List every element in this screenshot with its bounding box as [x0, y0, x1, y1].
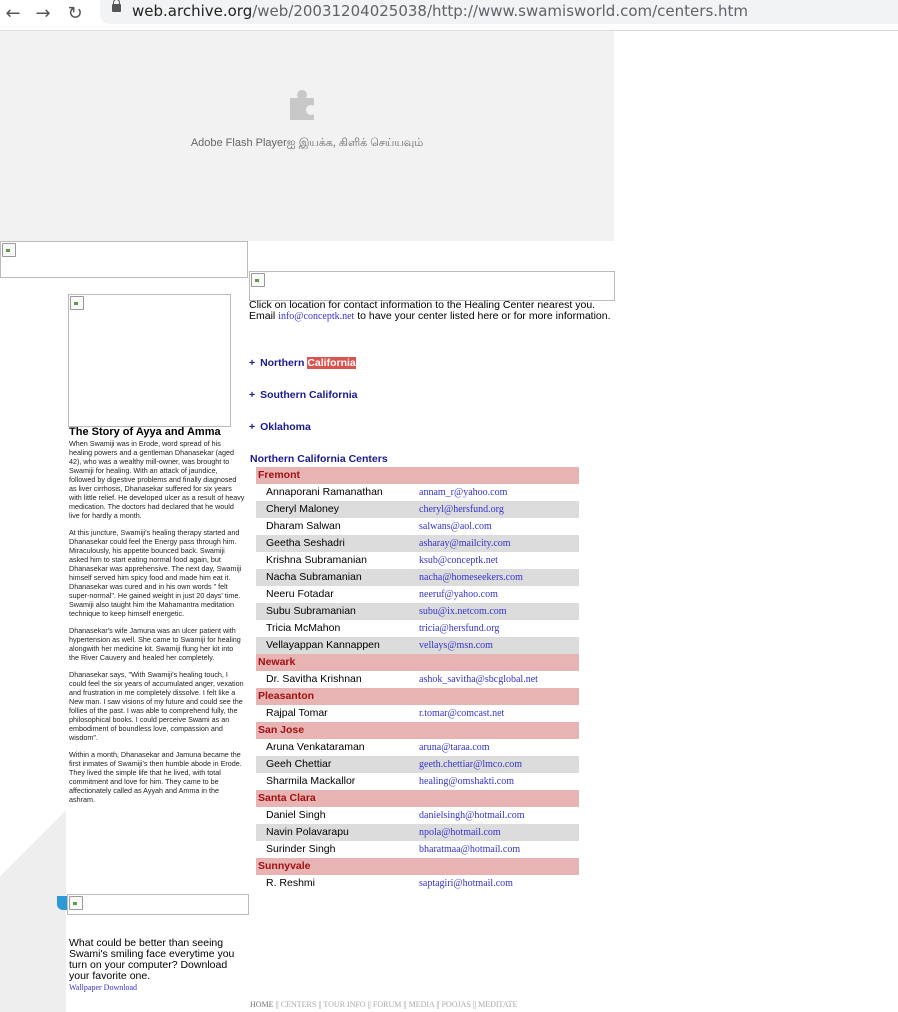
contact-name: Nacha Subramanian — [266, 571, 362, 583]
story-paragraph: Within a month, Dhanasekar and Jamuna became the first inmates of Swamiji's then humble abode in Erode. They lived the simple life that he lived, with total commitment and love for him. They came to be affectionately called as Ayyah and Amma in the ashram. — [69, 750, 242, 804]
footer-separator: || — [434, 1000, 442, 1009]
contact-name: Dr. Savitha Krishnan — [266, 673, 362, 685]
contact-name: Subu Subramanian — [266, 605, 356, 617]
contact-name: Tricia McMahon — [266, 622, 341, 634]
intro-line: Click on location for contact information to the Healing Center nearest you. — [249, 299, 596, 311]
centers-section-title: Northern California Centers — [250, 453, 388, 465]
contact-email-link[interactable]: ashok_savitha@sbcglobal.net — [419, 674, 538, 685]
expand-plus-icon: + — [249, 357, 256, 369]
contact-email-link[interactable]: healing@omshakti.com — [419, 776, 515, 787]
footer-link-centers[interactable]: CENTERS — [280, 1000, 317, 1009]
contact-email-link[interactable]: subu@ix.netcom.com — [419, 606, 507, 617]
lock-icon — [112, 4, 121, 12]
broken-image-icon — [70, 296, 84, 310]
plugin-puzzle-icon — [286, 88, 320, 122]
contact-name: Annaporani Ramanathan — [266, 486, 383, 498]
center-contact-row — [256, 569, 579, 586]
footer-separator: || — [316, 1000, 324, 1009]
region-northern-california[interactable] — [249, 357, 356, 369]
center-contact-row — [256, 739, 579, 756]
wallpaper-download-link[interactable]: Wallpaper Download — [69, 983, 137, 992]
contact-name: Geetha Seshadri — [266, 537, 345, 549]
region-label: Oklahoma — [260, 421, 311, 433]
center-contact-row — [256, 841, 579, 858]
contact-name: Navin Polavarapu — [266, 826, 349, 838]
center-contact-row — [256, 875, 579, 892]
expand-plus-icon: + — [249, 421, 256, 433]
intro-email-prefix: Email — [249, 310, 279, 322]
center-contact-row — [256, 807, 579, 824]
contact-email-link[interactable]: vellays@msn.com — [419, 640, 493, 651]
contact-email-link[interactable]: geeth.chettiar@lmco.com — [419, 759, 523, 770]
reload-icon[interactable]: ↻ — [67, 3, 83, 24]
city-header-row: Pleasanton — [256, 688, 579, 705]
contact-email-link[interactable]: cheryl@hersfund.org — [419, 504, 504, 515]
contact-email-link[interactable]: r.tomar@comcast.net — [419, 708, 505, 719]
center-contact-row — [256, 501, 579, 518]
footer-separator: || — [273, 1000, 281, 1009]
footer-link-poojas[interactable]: POOJAS — [441, 1000, 471, 1009]
city-header-row: Santa Clara — [256, 790, 579, 807]
broken-image-icon — [69, 896, 83, 910]
center-contact-row — [256, 637, 579, 654]
footer-separator: || — [470, 1000, 479, 1009]
center-contact-row — [256, 484, 579, 501]
center-contact-row — [256, 824, 579, 841]
region-label: Southern California — [260, 389, 358, 401]
wallpaper-image-broken — [67, 894, 249, 915]
story-paragraph: Dhanasekar's wife Jamuna was an ulcer patient with hypertension as well. She came to Swamiji for healing alongwith her medicine kit. Swamiji flung her kit into the River Cauvery and healed her completely. — [69, 626, 241, 662]
city-header-row: San Jose — [256, 722, 579, 739]
city-header-row: Fremont — [256, 467, 579, 484]
region-label-highlight: California — [307, 357, 356, 369]
center-contact-row — [256, 773, 579, 790]
footer-separator: || — [401, 1000, 409, 1009]
contact-email-link[interactable]: bharatmaa@hotmail.com — [419, 844, 521, 855]
region-label: Northern — [260, 357, 308, 369]
center-contact-row — [256, 518, 579, 535]
contact-email-link[interactable]: neeruf@yahoo.com — [419, 589, 498, 600]
footer-nav — [250, 1000, 517, 1009]
flash-message: Adobe Flash Playerஐ இயக்க, கிளிக் செய்யவும் — [190, 137, 424, 149]
center-contact-row — [256, 620, 579, 637]
url-text[interactable]: web.archive.org/web/20031204025038/http://www.swamisworld.com/centers.htm — [132, 2, 749, 20]
story-body — [69, 439, 245, 812]
contact-name: Neeru Fotadar — [266, 588, 334, 600]
story-title: The Story of Ayya and Amma — [69, 426, 221, 438]
contact-name: R. Reshmi — [266, 877, 316, 889]
contact-email-link[interactable]: annam_r@yahoo.com — [419, 487, 508, 498]
contact-email-link[interactable]: aruna@taraa.com — [419, 742, 490, 753]
center-contact-row — [256, 705, 579, 722]
intro-email-suffix: to have your center listed here or for more information. — [354, 310, 611, 322]
flash-player-placeholder[interactable] — [0, 31, 614, 241]
center-contact-row — [256, 552, 579, 569]
contact-name: Rajpal Tomar — [266, 707, 328, 719]
footer-link-forum[interactable]: FORUM — [372, 1000, 402, 1009]
contact-email-link[interactable]: ksub@conceptk.net — [419, 555, 498, 566]
footer-link-home[interactable]: HOME — [250, 1000, 274, 1009]
forward-arrow-icon[interactable]: → — [35, 3, 51, 24]
region-oklahoma[interactable] — [249, 421, 311, 433]
contact-name: Geeh Chettiar — [266, 758, 332, 770]
center-contact-row — [256, 756, 579, 773]
contact-email-link[interactable]: npola@hotmail.com — [419, 827, 501, 838]
centers-table — [256, 467, 579, 892]
contact-name: Dharam Salwan — [266, 520, 341, 532]
wallpaper-promo-text: What could be better than seeing Swami's smiling face everytime you turn on your computer? Download your favorite one. — [69, 937, 235, 982]
contact-email-link[interactable]: asharay@mailcity.com — [419, 538, 511, 549]
contact-name: Aruna Venkataraman — [266, 741, 365, 753]
browser-toolbar — [0, 0, 898, 31]
contact-email-link[interactable]: info@conceptk.net — [278, 311, 355, 322]
address-bar[interactable] — [100, 0, 898, 24]
center-contact-row — [256, 586, 579, 603]
center-contact-row — [256, 603, 579, 620]
header-image-broken — [0, 241, 248, 278]
contact-email-link[interactable]: salwans@aol.com — [419, 521, 492, 532]
center-contact-row — [256, 535, 579, 552]
story-paragraph: Dhanasekar says, "With Swamiji's healing touch, I could feel the six years of accumulated anger, vexation and frustration in me completely dissolve. I felt like a New man. I saw visions of my future and could see the follies of the past. I was able to comprehend fully, the philosophical books. I could perceive Swami as an embodiment of boundless love, compassion and wisdom". — [69, 670, 244, 742]
city-header-row: Sunnyvale — [256, 858, 579, 875]
broken-image-icon — [2, 243, 16, 257]
city-header-row: Newark — [256, 654, 579, 671]
story-photo-broken — [68, 294, 231, 427]
footer-link-media[interactable]: MEDIA — [408, 1000, 435, 1009]
footer-link-meditate[interactable]: MEDITATE — [478, 1000, 518, 1009]
footer-separator: || — [365, 1000, 373, 1009]
center-contact-row — [256, 671, 579, 688]
contact-name: Daniel Singh — [266, 809, 326, 821]
contact-email-link[interactable]: tricia@hersfund.org — [419, 623, 500, 634]
back-arrow-icon[interactable]: ← — [5, 3, 21, 24]
contact-name: Vellayappan Kannappen — [266, 639, 380, 651]
contact-name: Krishna Subramanian — [266, 554, 367, 566]
contact-name: Cheryl Maloney — [266, 503, 339, 515]
story-paragraph: At this juncture, Swamiji's healing therapy started and Dhanasekar could feel the Energy pass through him. Miraculously, his appetite bounced back. Swamiji asked him to start eating normal food again, but Dhanasekar was apprehensive. The next day, Swamiji himself served him spicy food and made him eat it. Dhanasekar was cured and in his own words " felt super-normal". He gained weight in just 20 days' time. Swamiji also taught him the Mahamantra meditation technique to keep himself energetic. — [69, 528, 242, 618]
contact-name: Sharmila Mackallor — [266, 775, 356, 787]
side-tab-marker — [57, 896, 67, 910]
contact-email-link[interactable]: nacha@homeseekers.com — [419, 572, 523, 583]
banner-image-broken — [249, 271, 615, 301]
contact-email-link[interactable]: danielsingh@hotmail.com — [419, 810, 525, 821]
centers-intro — [249, 300, 614, 322]
expand-plus-icon: + — [249, 389, 256, 401]
broken-image-icon — [251, 273, 265, 287]
contact-name: Surinder Singh — [266, 843, 336, 855]
contact-email-link[interactable]: saptagiri@hotmail.com — [419, 878, 513, 889]
region-southern-california[interactable] — [249, 389, 358, 401]
footer-link-tour-info[interactable]: TOUR INFO — [323, 1000, 366, 1009]
story-paragraph: When Swamiji was in Erode, word spread of his healing powers and a gentleman Dhanasekar (aged 42), who was a wealthy mill-owner, was brought to Swamiji for healing. With an attack of jaundice, followed by digestive problems and finally diagnosed as liver cirrhosis, Dhanasekar suffered for six years with little relief. He developed ulcer as a result of heavy medication. The doctors had declared that he would live for hardly a month. — [69, 439, 245, 520]
